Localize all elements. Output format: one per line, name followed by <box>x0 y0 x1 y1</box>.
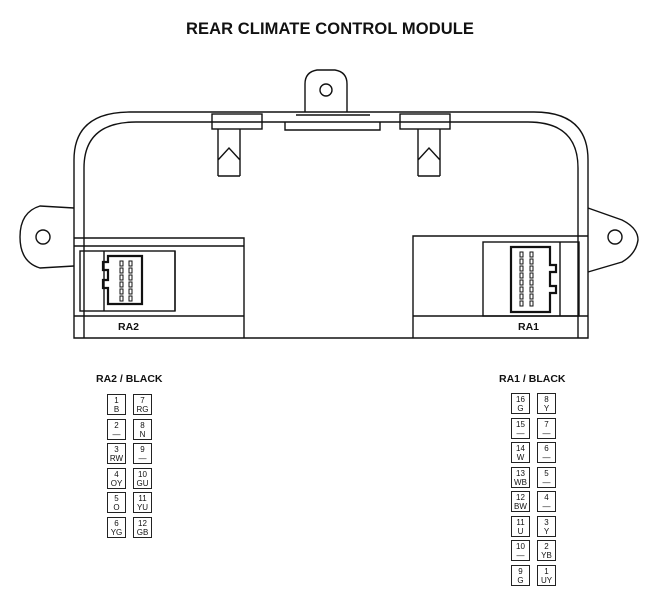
ra1-pin-color-code: UY <box>540 575 553 585</box>
ra2-pin-number: 3 <box>114 445 119 454</box>
ra1-pin-color-code: BW <box>514 502 527 511</box>
ra2-pin-number: 5 <box>114 494 119 503</box>
ra2-connector-label: RA2 <box>118 321 140 333</box>
ra2-pin-number: 9 <box>140 445 145 454</box>
ra1-pin-cell <box>537 442 556 463</box>
ra1-pin-color-code: — <box>516 551 525 560</box>
ra2-pin-cell <box>107 419 126 440</box>
ra1-pin-number: 10 <box>516 542 525 551</box>
ra2-pin-number: 7 <box>140 396 145 405</box>
ra1-pin-number: 4 <box>544 493 549 502</box>
ra1-pin-cell <box>511 467 530 488</box>
ra2-pin-number: 4 <box>114 469 119 479</box>
ra1-pin-cell <box>511 516 530 537</box>
ra2-table-label: RA2 / BLACK <box>96 373 163 385</box>
ra1-pin-color-code: — <box>516 428 525 438</box>
ra1-pin-cell <box>537 418 556 439</box>
ra1-pin-number: 3 <box>544 517 549 527</box>
ra2-pin-cell <box>133 419 152 440</box>
ra1-pin-cell <box>537 565 556 586</box>
ra1-pin-color-code: G <box>517 404 524 413</box>
ra2-pin-cell <box>133 468 152 489</box>
ra1-pin-cell <box>537 393 556 414</box>
ra1-pin-cell <box>537 516 556 537</box>
ra1-pin-cell <box>537 467 556 488</box>
left-mounting-hole <box>36 230 50 244</box>
ra2-pin-cell <box>133 443 152 464</box>
ra2-pin-color-code: N <box>139 429 146 439</box>
ra1-pin-number: 8 <box>544 395 549 404</box>
ra2-pin-cell <box>133 517 152 538</box>
ra1-pin-color-code: Y <box>543 404 550 413</box>
ra2-pin-number: 10 <box>138 469 147 479</box>
ra2-pin-cell <box>107 517 126 538</box>
ra2-housing <box>74 238 244 338</box>
ra1-pin-number: 16 <box>516 395 525 404</box>
ra1-pin-cell <box>511 491 530 512</box>
ra1-pin-color-code: — <box>542 428 551 438</box>
ra1-pin-number: 12 <box>516 493 525 502</box>
top-mounting-hole <box>320 84 332 96</box>
ra1-pin-color-code: — <box>542 502 551 511</box>
ra1-pin-cell <box>537 491 556 512</box>
ra1-pin-color-code: U <box>517 526 524 536</box>
top-mounting-tab <box>305 70 347 112</box>
ra2-pin-cell <box>107 443 126 464</box>
ra1-pin-color-code: YB <box>541 551 552 560</box>
ra1-pin-number: 6 <box>544 444 549 453</box>
ra2-pin-number: 6 <box>114 518 119 528</box>
ra1-pin-number: 11 <box>516 517 525 527</box>
ra1-pin-cell <box>537 540 556 561</box>
ra1-pin-cell <box>511 565 530 586</box>
ra1-pin-cell <box>511 540 530 561</box>
ra1-pin-number: 15 <box>516 419 525 429</box>
ra1-pin-number: 9 <box>518 566 523 576</box>
ra2-pin-color-code: OY <box>110 478 123 488</box>
ra1-pin-number: 7 <box>544 419 549 429</box>
ra2-pin-color-code: YU <box>136 503 149 512</box>
ra2-pin-color-code: YG <box>110 527 123 537</box>
right-mounting-hole <box>608 230 622 244</box>
ra1-table-label: RA1 / BLACK <box>499 373 566 385</box>
ra1-pin-number: 2 <box>544 542 549 551</box>
ra1-pin-number: 14 <box>516 444 525 453</box>
ra2-pin-cell <box>133 394 152 415</box>
ra1-pin-number: 13 <box>516 468 525 478</box>
ra2-pin-number: 1 <box>114 396 119 405</box>
ra2-pin-cell <box>107 394 126 415</box>
ra2-pin-color-code: — <box>112 429 121 439</box>
ra1-pin-cell <box>511 418 530 439</box>
ra1-pin-number: 5 <box>544 468 549 478</box>
ra2-pin-color-code: RW <box>109 454 124 463</box>
diagram-title: REAR CLIMATE CONTROL MODULE <box>185 20 475 38</box>
ra1-connector-label: RA1 <box>518 321 540 333</box>
ra2-pin-cell <box>107 492 126 513</box>
ra1-pin-number: 1 <box>544 566 549 576</box>
ra2-pin-color-code: O <box>113 503 120 512</box>
ra1-pin-cell <box>511 442 530 463</box>
ra2-pin-number: 2 <box>114 420 119 430</box>
ra1-pin-color-code: G <box>517 575 524 585</box>
ra2-pin-number: 12 <box>138 518 147 528</box>
ra2-pin-color-code: GU <box>136 478 149 488</box>
ra1-pin-cell <box>511 393 530 414</box>
left-mounting-ear <box>20 206 74 268</box>
ra2-pin-cell <box>133 492 152 513</box>
ra1-pin-color-code: Y <box>543 526 550 536</box>
ra2-pin-color-code: GB <box>136 527 149 537</box>
ra2-pin-color-code: — <box>138 454 147 463</box>
ra2-pin-number: 8 <box>140 420 145 430</box>
ra1-pin-color-code: — <box>542 477 551 487</box>
ra2-pin-cell <box>107 468 126 489</box>
ra1-housing <box>413 236 588 338</box>
ra2-pin-number: 11 <box>138 494 147 503</box>
ra2-pin-color-code: B <box>113 405 120 414</box>
ra1-pin-color-code: WB <box>514 477 527 487</box>
ra2-pin-color-code: RG <box>136 405 149 414</box>
ra1-pin-color-code: W <box>516 453 525 462</box>
ra1-pin-color-code: — <box>542 453 551 462</box>
right-mounting-ear <box>588 208 638 272</box>
